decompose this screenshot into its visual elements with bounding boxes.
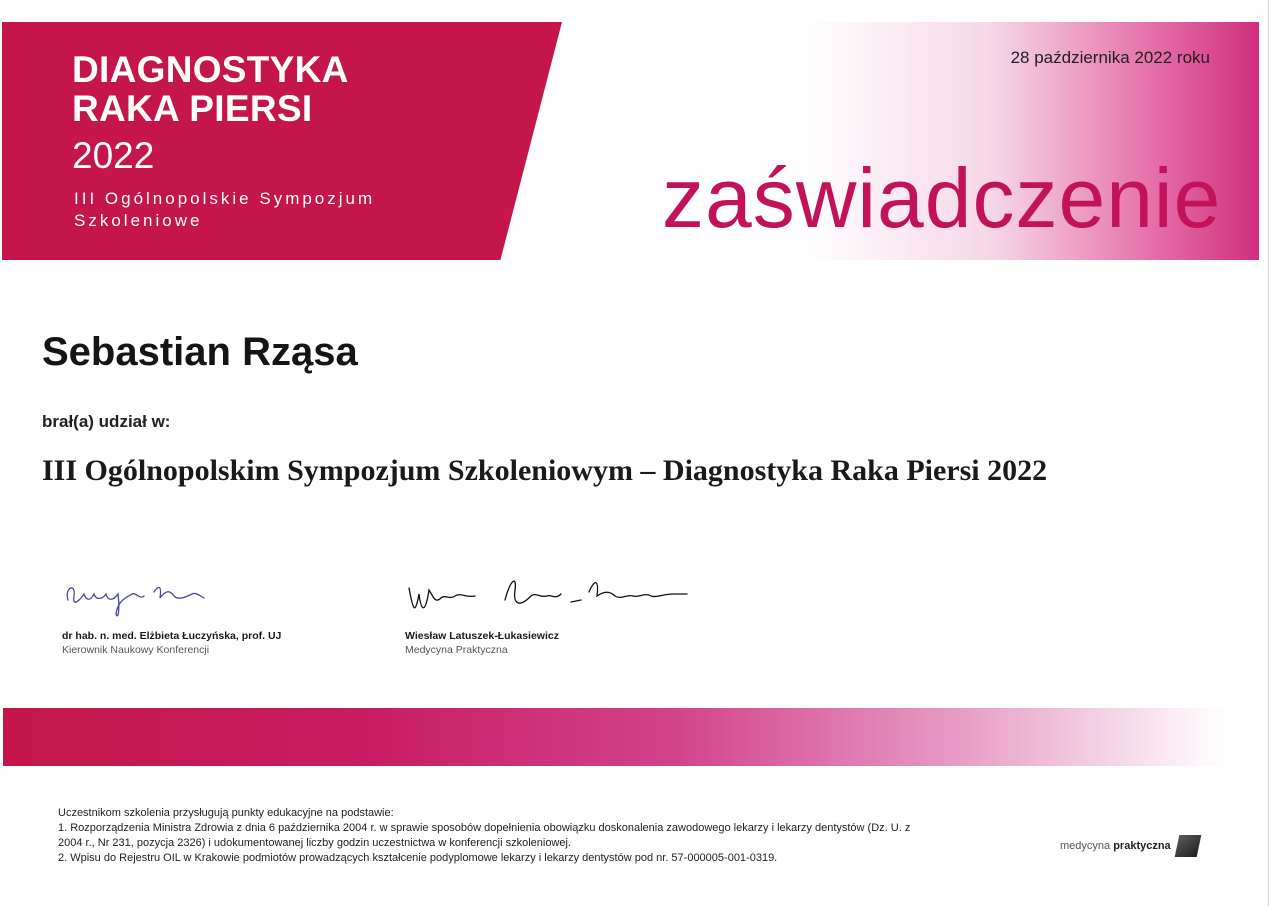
document-type: zaświadczenie: [662, 151, 1222, 245]
event-subtitle: III Ogólnopolskie Sympozjum Szkoleniowe: [74, 189, 376, 230]
signatory-role: Kierownik Naukowy Konferencji: [62, 644, 210, 656]
handwritten-signature-icon: [62, 570, 222, 626]
signatory-name: dr hab. n. med. Elżbieta Łuczyńska, prof. UJ: [62, 630, 282, 642]
event-name: III Ogólnopolskim Sympozjum Szkoleniowym – Diagnostyka Raka Piersi 2022: [42, 454, 1048, 487]
decorative-band: [3, 708, 1225, 766]
participation-label: brał(a) udział w:: [42, 412, 171, 431]
issue-date: 28 października 2022 roku: [1010, 48, 1210, 67]
notice-item-1: 1. Rozporządzenia Ministra Zdrowia z dnia 6 października 2004 r. w sprawie sposobów dopełnienia obowiązku doskonalenia zawodowego lekarzy i lekarzy dentystów (Dz. U. z 2004 r., Nr 231, pozycja 2326) i udokumentowanej liczby godzin uczestnictwa w konferencji szkoleniowej.: [58, 822, 911, 849]
signatory-name: Wiesław Latuszek-Łukasiewicz: [405, 630, 559, 642]
event-title: DIAGNOSTYKA RAKA PIERSI: [72, 49, 349, 129]
handwritten-signature-icon: [405, 570, 695, 626]
publisher-logo: [1060, 832, 1225, 860]
signature-block-scientific-lead: [62, 570, 362, 656]
participant-name: Sebastian Rząsa: [42, 330, 358, 374]
event-year: 2022: [72, 135, 155, 176]
notice-item-2: 2. Wpisu do Rejestru OIL w Krakowie podmiotów prowadzących kształcenie podyplomowe lekarzy i lekarzy dentystów pod nr. 57-000005-001-0319.: [58, 852, 778, 864]
scan-edge: [1268, 0, 1269, 906]
notice-intro: Uczestnikom szkolenia przysługują punkty edukacyjne na podstawie:: [58, 807, 394, 819]
logo-mark-icon: [1174, 835, 1201, 857]
signatory-role: Medycyna Praktyczna: [405, 644, 508, 656]
logo-text: medycyna praktyczna: [1060, 840, 1171, 852]
cpd-points-notice: [58, 806, 918, 866]
signature-block-publisher: [405, 570, 765, 656]
